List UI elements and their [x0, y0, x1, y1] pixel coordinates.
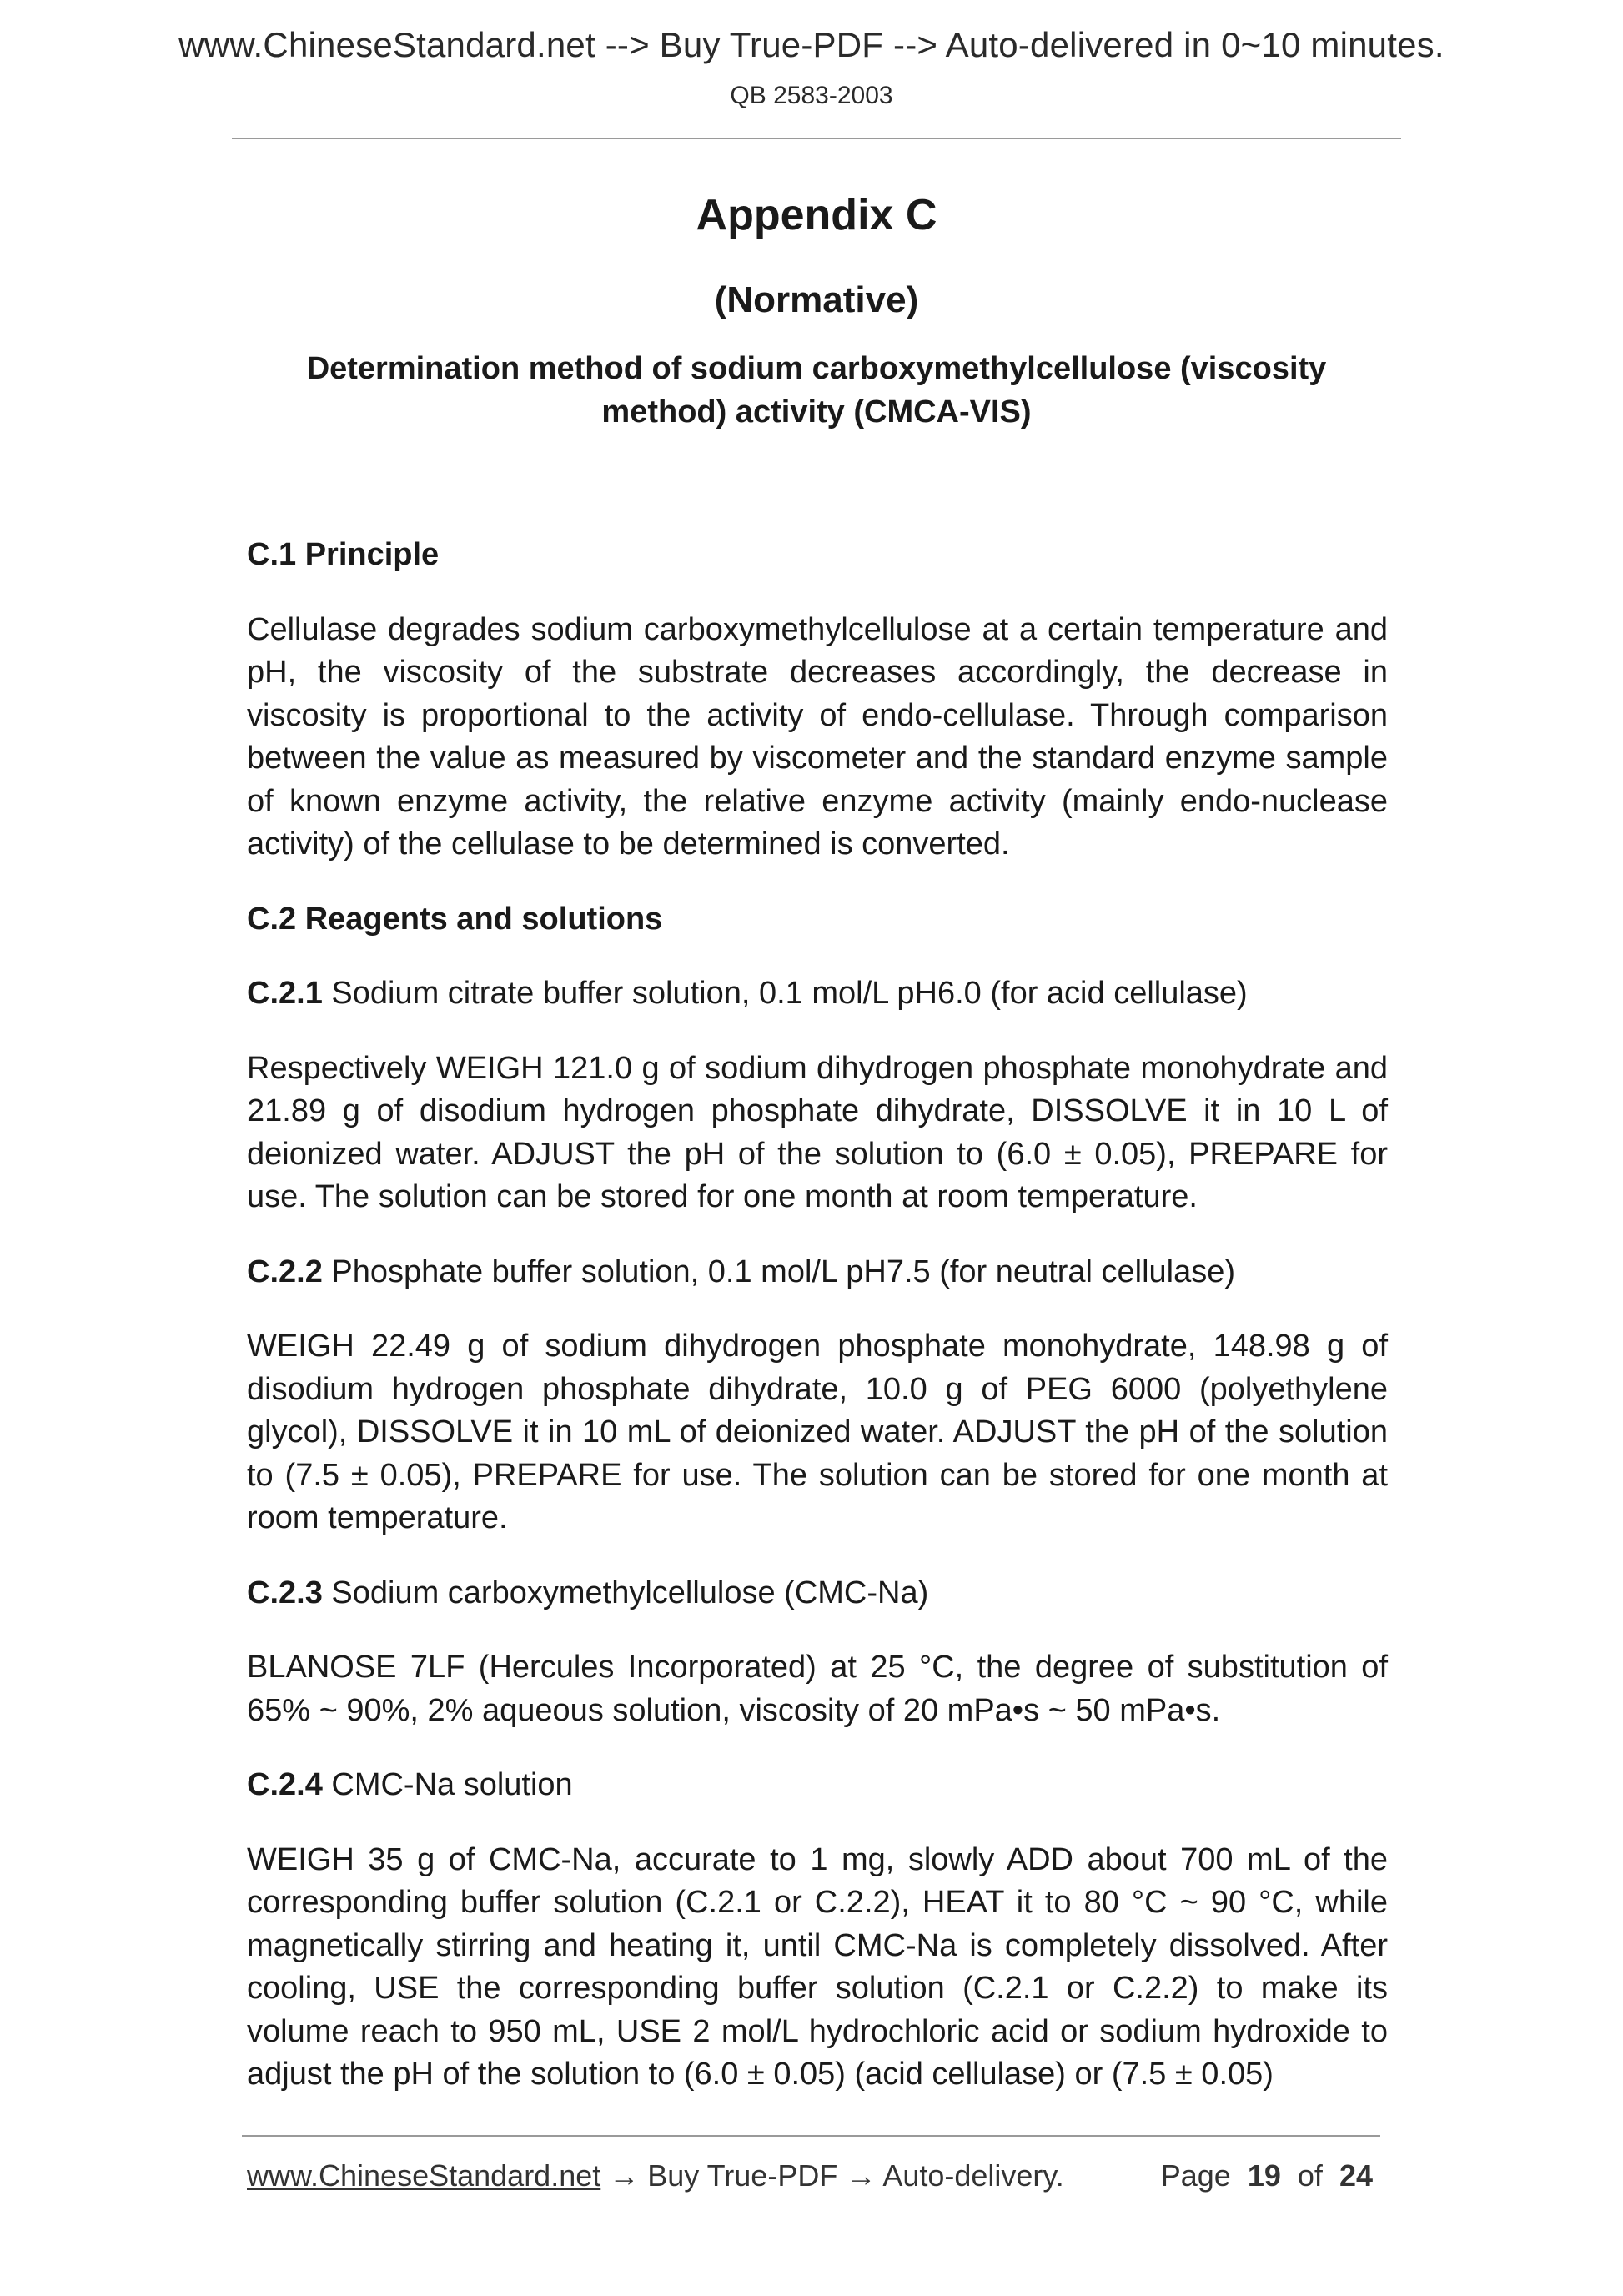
page-label: Page [1160, 2158, 1231, 2193]
clause-title: Phosphate buffer solution, 0.1 mol/L pH7.5 (for neutral cellulase) [322, 1254, 1236, 1289]
appendix-subtitle-line: Determination method of sodium carboxymethylcellulose (viscosity [306, 351, 1327, 386]
footer-divider [242, 2135, 1380, 2137]
header-divider [232, 138, 1401, 139]
paragraph-principle: Cellulase degrades sodium carboxymethylcellulose at a certain temperature and pH, the viscosity of the substrate decreases accordingly, the decrease in viscosity is proportional to the activity of endo-cellulase. Through comparison between the value as measured by viscometer and the standard enzyme sample of known enzyme activity, the relative enzyme activity (mainly endo-nuclease activity) of the cellulase to be determined is converted. [247, 611, 1388, 862]
clause-number: C.2.1 [247, 976, 323, 1011]
of-label: of [1297, 2158, 1323, 2193]
page-total: 24 [1339, 2158, 1373, 2193]
clause-c23-title [247, 1572, 1388, 1615]
appendix-subtitle [232, 347, 1401, 434]
footer-promo-text: → Buy True-PDF → Auto-delivery. [600, 2158, 1064, 2193]
page-counter [1161, 2158, 1373, 2193]
clause-number: C.2.4 [247, 1767, 323, 1802]
section-heading-c2: C.2 Reagents and solutions [247, 901, 663, 937]
page-number: 19 [1247, 2158, 1281, 2193]
section-heading-c1: C.1 Principle [247, 537, 440, 572]
paragraph-c23: BLANOSE 7LF (Hercules Incorporated) at 25 °C, the degree of substitution of 65% ~ 90%, 2% aqueous solution, viscosity of 20 mPa•s ~ 50 mPa•s. [247, 1650, 1388, 1728]
footer-promo [247, 2158, 1064, 2193]
document-body [247, 534, 1388, 2097]
appendix-subtitle-line: method) activity (CMCA-VIS) [601, 394, 1032, 430]
appendix-normative-label: (Normative) [714, 279, 919, 320]
appendix-title: Appendix C [696, 191, 937, 239]
paragraph-c24: WEIGH 35 g of CMC-Na, accurate to 1 mg, slowly ADD about 700 mL of the corresponding buffer solution (C.2.1 or C.2.2), HEAT it to 80 °C ~ 90 °C, while magnetically stirring and heating it, until CMC-Na is completely dissolved. After cooling, USE the corresponding buffer solution (C.2.1 or C.2.2) to make its volume reach to 950 mL, USE 2 mol/L hydrochloric acid or sodium hydroxide to adjust the pH of the solution to (6.0 ± 0.05) (acid cellulase) or (7.5 ± 0.05) [247, 1841, 1388, 2092]
clause-title: CMC-Na solution [322, 1767, 573, 1802]
footer-site-link[interactable]: www.ChineseStandard.net [247, 2158, 601, 2193]
clause-title: Sodium carboxymethylcellulose (CMC-Na) [322, 1575, 929, 1610]
clause-number: C.2.2 [247, 1254, 323, 1289]
standard-code: QB 2583-2003 [730, 82, 893, 109]
header-banner: www.ChineseStandard.net --> Buy True-PDF --> Auto-delivered in 0~10 minutes. [178, 25, 1445, 64]
clause-c22-title [247, 1251, 1388, 1294]
clause-c24-title [247, 1764, 1388, 1807]
clause-title: Sodium citrate buffer solution, 0.1 mol/L pH6.0 (for acid cellulase) [322, 976, 1248, 1011]
paragraph-c21: Respectively WEIGH 121.0 g of sodium dihydrogen phosphate monohydrate and 21.89 g of disodium hydrogen phosphate dihydrate, DISSOLVE it in 10 L of deionized water. ADJUST the pH of the solution to (6.0 ± 0.05), PREPARE for use. The solution can be stored for one month at room temperature. [247, 1050, 1388, 1214]
clause-c21-title [247, 972, 1388, 1016]
paragraph-c22: WEIGH 22.49 g of sodium dihydrogen phosphate monohydrate, 148.98 g of disodium hydrogen phosphate dihydrate, 10.0 g of PEG 6000 (polyethylene glycol), DISSOLVE it in 10 mL of deionized water. ADJUST the pH of the solution to (7.5 ± 0.05), PREPARE for use. The solution can be stored for one month at room temperature. [247, 1329, 1388, 1535]
clause-number: C.2.3 [247, 1575, 323, 1610]
